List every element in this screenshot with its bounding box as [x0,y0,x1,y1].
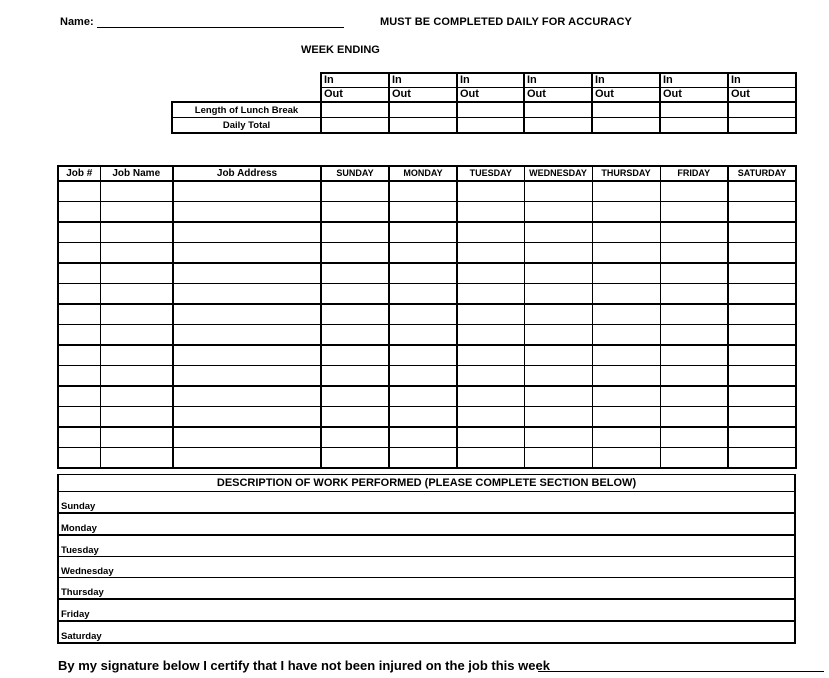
job-cell-friday[interactable] [660,427,728,448]
job-cell-job-name[interactable] [100,345,173,366]
lunch-break-label: Length of Lunch Break [172,102,321,118]
job-cell-job-number[interactable] [58,448,100,469]
job-table-row [58,427,796,448]
job-table-row [58,181,796,202]
out-cell-saturday[interactable]: Out [728,88,796,103]
job-cell-wednesday[interactable] [524,448,592,469]
job-cell-job-number[interactable] [58,386,100,407]
job-cell-monday[interactable] [389,427,457,448]
in-cell-thursday[interactable]: In [592,73,660,88]
daily-total-sunday[interactable] [321,118,389,134]
job-cell-monday[interactable] [389,284,457,305]
lunch-break-monday[interactable] [389,102,457,118]
job-cell-thursday[interactable] [592,181,660,202]
job-cell-sunday[interactable] [321,345,389,366]
daily-total-label: Daily Total [172,118,321,134]
job-cell-sunday[interactable] [321,366,389,387]
col-header-wednesday: WEDNESDAY [524,166,592,181]
job-cell-wednesday[interactable] [524,304,592,325]
name-field[interactable] [97,27,344,28]
out-cell-monday[interactable]: Out [389,88,457,103]
job-cell-job-name[interactable] [100,181,173,202]
lunch-break-friday[interactable] [660,102,728,118]
job-cell-tuesday[interactable] [457,222,524,243]
job-table-row [58,386,796,407]
description-row-sunday[interactable]: Sunday [58,492,795,514]
job-table-row [58,304,796,325]
name-label: Name: [60,16,94,28]
col-header-thursday: THURSDAY [592,166,660,181]
daily-total-wednesday[interactable] [524,118,592,134]
job-cell-monday[interactable] [389,366,457,387]
lunch-break-wednesday[interactable] [524,102,592,118]
in-cell-sunday[interactable]: In [321,73,389,88]
job-cell-monday[interactable] [389,304,457,325]
job-cell-tuesday[interactable] [457,345,524,366]
job-cell-saturday[interactable] [728,366,796,387]
daily-completion-notice: MUST BE COMPLETED DAILY FOR ACCURACY [380,16,632,28]
job-cell-monday[interactable] [389,345,457,366]
job-table-row [58,284,796,305]
job-cell-wednesday[interactable] [524,366,592,387]
job-cell-sunday[interactable] [321,427,389,448]
job-cell-job-address[interactable] [173,427,321,448]
job-cell-thursday[interactable] [592,263,660,284]
job-cell-monday[interactable] [389,448,457,469]
job-cell-job-name[interactable] [100,263,173,284]
daily-total-friday[interactable] [660,118,728,134]
job-cell-job-address[interactable] [173,243,321,264]
job-cell-tuesday[interactable] [457,448,524,469]
job-cell-wednesday[interactable] [524,202,592,223]
job-cell-sunday[interactable] [321,243,389,264]
job-cell-sunday[interactable] [321,304,389,325]
job-cell-tuesday[interactable] [457,263,524,284]
job-table-row [58,448,796,469]
job-cell-thursday[interactable] [592,304,660,325]
col-header-job-number: Job # [58,166,100,181]
in-cell-saturday[interactable]: In [728,73,796,88]
job-cell-tuesday[interactable] [457,386,524,407]
job-cell-sunday[interactable] [321,448,389,469]
col-header-friday: FRIDAY [660,166,728,181]
job-cell-monday[interactable] [389,325,457,346]
job-cell-sunday[interactable] [321,202,389,223]
col-header-saturday: SATURDAY [728,166,796,181]
job-cell-thursday[interactable] [592,202,660,223]
job-cell-saturday[interactable] [728,202,796,223]
job-cell-sunday[interactable] [321,284,389,305]
job-cell-monday[interactable] [389,263,457,284]
job-cell-job-number[interactable] [58,202,100,223]
description-row-monday[interactable]: Monday [58,513,795,535]
job-cell-job-name[interactable] [100,202,173,223]
description-title: DESCRIPTION OF WORK PERFORMED (PLEASE COMPLETE SECTION BELOW) [58,475,795,492]
job-cell-tuesday[interactable] [457,202,524,223]
job-cell-thursday[interactable] [592,222,660,243]
spacer-cell [172,88,321,103]
description-row-wednesday[interactable]: Wednesday [58,557,795,578]
job-cell-job-address[interactable] [173,325,321,346]
out-cell-thursday[interactable]: Out [592,88,660,103]
lunch-break-saturday[interactable] [728,102,796,118]
job-cell-friday[interactable] [660,448,728,469]
out-cell-sunday[interactable]: Out [321,88,389,103]
job-cell-saturday[interactable] [728,345,796,366]
job-cell-monday[interactable] [389,181,457,202]
job-cell-wednesday[interactable] [524,284,592,305]
job-cell-thursday[interactable] [592,427,660,448]
in-cell-monday[interactable]: In [389,73,457,88]
job-cell-job-number[interactable] [58,284,100,305]
job-cell-job-number[interactable] [58,325,100,346]
job-cell-monday[interactable] [389,222,457,243]
job-cell-job-address[interactable] [173,407,321,428]
job-cell-job-name[interactable] [100,386,173,407]
job-cell-wednesday[interactable] [524,407,592,428]
job-cell-thursday[interactable] [592,407,660,428]
description-row-thursday[interactable]: Thursday [58,578,795,600]
job-cell-saturday[interactable] [728,263,796,284]
job-cell-tuesday[interactable] [457,284,524,305]
signature-field[interactable] [538,671,824,672]
job-cell-thursday[interactable] [592,386,660,407]
job-table-row [58,222,796,243]
description-row-friday[interactable]: Friday [58,599,795,621]
job-cell-sunday[interactable] [321,222,389,243]
job-table-body [58,181,796,468]
job-table-row [58,407,796,428]
job-cell-thursday[interactable] [592,345,660,366]
job-cell-job-number[interactable] [58,263,100,284]
description-row-saturday[interactable]: Saturday [58,621,795,643]
job-cell-job-number[interactable] [58,222,100,243]
job-cell-friday[interactable] [660,202,728,223]
job-cell-monday[interactable] [389,243,457,264]
job-table-row [58,243,796,264]
job-table-header [58,166,796,181]
in-cell-tuesday[interactable]: In [457,73,524,88]
col-header-job-name: Job Name [100,166,173,181]
job-cell-sunday[interactable] [321,263,389,284]
job-cell-friday[interactable] [660,325,728,346]
job-cell-sunday[interactable] [321,325,389,346]
job-hours-table [57,165,797,469]
job-cell-friday[interactable] [660,386,728,407]
job-cell-job-number[interactable] [58,366,100,387]
job-cell-job-address[interactable] [173,366,321,387]
job-cell-friday[interactable] [660,304,728,325]
work-description-table [57,474,796,644]
job-cell-sunday[interactable] [321,181,389,202]
job-cell-friday[interactable] [660,181,728,202]
week-ending-label: WEEK ENDING [301,44,380,56]
job-table-row [58,325,796,346]
job-cell-job-address[interactable] [173,202,321,223]
in-cell-wednesday[interactable]: In [524,73,592,88]
job-cell-friday[interactable] [660,243,728,264]
job-cell-tuesday[interactable] [457,325,524,346]
col-header-tuesday: TUESDAY [457,166,524,181]
job-cell-job-name[interactable] [100,366,173,387]
job-cell-job-address[interactable] [173,263,321,284]
job-cell-monday[interactable] [389,202,457,223]
job-cell-job-name[interactable] [100,325,173,346]
job-cell-tuesday[interactable] [457,243,524,264]
job-cell-job-name[interactable] [100,243,173,264]
job-cell-job-name[interactable] [100,427,173,448]
job-cell-job-name[interactable] [100,407,173,428]
job-cell-saturday[interactable] [728,181,796,202]
out-cell-wednesday[interactable]: Out [524,88,592,103]
job-table-row [58,366,796,387]
job-cell-saturday[interactable] [728,304,796,325]
job-cell-monday[interactable] [389,407,457,428]
job-cell-saturday[interactable] [728,407,796,428]
job-cell-job-address[interactable] [173,222,321,243]
description-row-tuesday[interactable]: Tuesday [58,535,795,557]
job-cell-wednesday[interactable] [524,386,592,407]
out-cell-friday[interactable]: Out [660,88,728,103]
job-cell-saturday[interactable] [728,386,796,407]
job-cell-job-address[interactable] [173,386,321,407]
job-cell-job-number[interactable] [58,181,100,202]
job-cell-wednesday[interactable] [524,181,592,202]
daily-total-tuesday[interactable] [457,118,524,134]
job-cell-sunday[interactable] [321,386,389,407]
col-header-sunday: SUNDAY [321,166,389,181]
job-cell-job-name[interactable] [100,222,173,243]
time-in-out-table [171,72,797,134]
out-cell-tuesday[interactable]: Out [457,88,524,103]
job-cell-job-name[interactable] [100,448,173,469]
job-cell-friday[interactable] [660,345,728,366]
job-cell-friday[interactable] [660,263,728,284]
job-cell-friday[interactable] [660,407,728,428]
lunch-break-sunday[interactable] [321,102,389,118]
job-cell-job-number[interactable] [58,243,100,264]
job-cell-wednesday[interactable] [524,222,592,243]
job-cell-tuesday[interactable] [457,366,524,387]
job-cell-monday[interactable] [389,386,457,407]
job-cell-thursday[interactable] [592,243,660,264]
job-table-row [58,202,796,223]
job-cell-wednesday[interactable] [524,427,592,448]
lunch-break-thursday[interactable] [592,102,660,118]
job-cell-job-number[interactable] [58,345,100,366]
spacer-cell [172,73,321,88]
col-header-job-address: Job Address [173,166,321,181]
job-cell-saturday[interactable] [728,427,796,448]
lunch-break-tuesday[interactable] [457,102,524,118]
job-cell-wednesday[interactable] [524,325,592,346]
job-cell-saturday[interactable] [728,243,796,264]
job-cell-job-address[interactable] [173,284,321,305]
job-cell-job-number[interactable] [58,304,100,325]
col-header-monday: MONDAY [389,166,457,181]
job-cell-job-number[interactable] [58,407,100,428]
job-cell-saturday[interactable] [728,284,796,305]
in-cell-friday[interactable]: In [660,73,728,88]
job-cell-thursday[interactable] [592,325,660,346]
job-cell-tuesday[interactable] [457,407,524,428]
job-cell-thursday[interactable] [592,366,660,387]
daily-total-thursday[interactable] [592,118,660,134]
job-cell-job-name[interactable] [100,284,173,305]
job-cell-saturday[interactable] [728,325,796,346]
daily-total-saturday[interactable] [728,118,796,134]
job-table-row [58,345,796,366]
job-cell-saturday[interactable] [728,222,796,243]
injury-certification-statement: By my signature below I certify that I have not been injured on the job this week [58,658,550,673]
job-cell-friday[interactable] [660,284,728,305]
job-cell-friday[interactable] [660,366,728,387]
job-cell-job-number[interactable] [58,427,100,448]
job-cell-saturday[interactable] [728,448,796,469]
job-cell-job-address[interactable] [173,181,321,202]
job-cell-tuesday[interactable] [457,427,524,448]
job-cell-wednesday[interactable] [524,263,592,284]
job-cell-job-name[interactable] [100,304,173,325]
job-cell-thursday[interactable] [592,448,660,469]
job-cell-job-address[interactable] [173,448,321,469]
job-cell-thursday[interactable] [592,284,660,305]
job-cell-wednesday[interactable] [524,243,592,264]
job-cell-tuesday[interactable] [457,181,524,202]
job-cell-friday[interactable] [660,222,728,243]
job-cell-job-address[interactable] [173,345,321,366]
job-table-row [58,263,796,284]
job-cell-wednesday[interactable] [524,345,592,366]
daily-total-monday[interactable] [389,118,457,134]
job-cell-tuesday[interactable] [457,304,524,325]
job-cell-job-address[interactable] [173,304,321,325]
job-cell-sunday[interactable] [321,407,389,428]
